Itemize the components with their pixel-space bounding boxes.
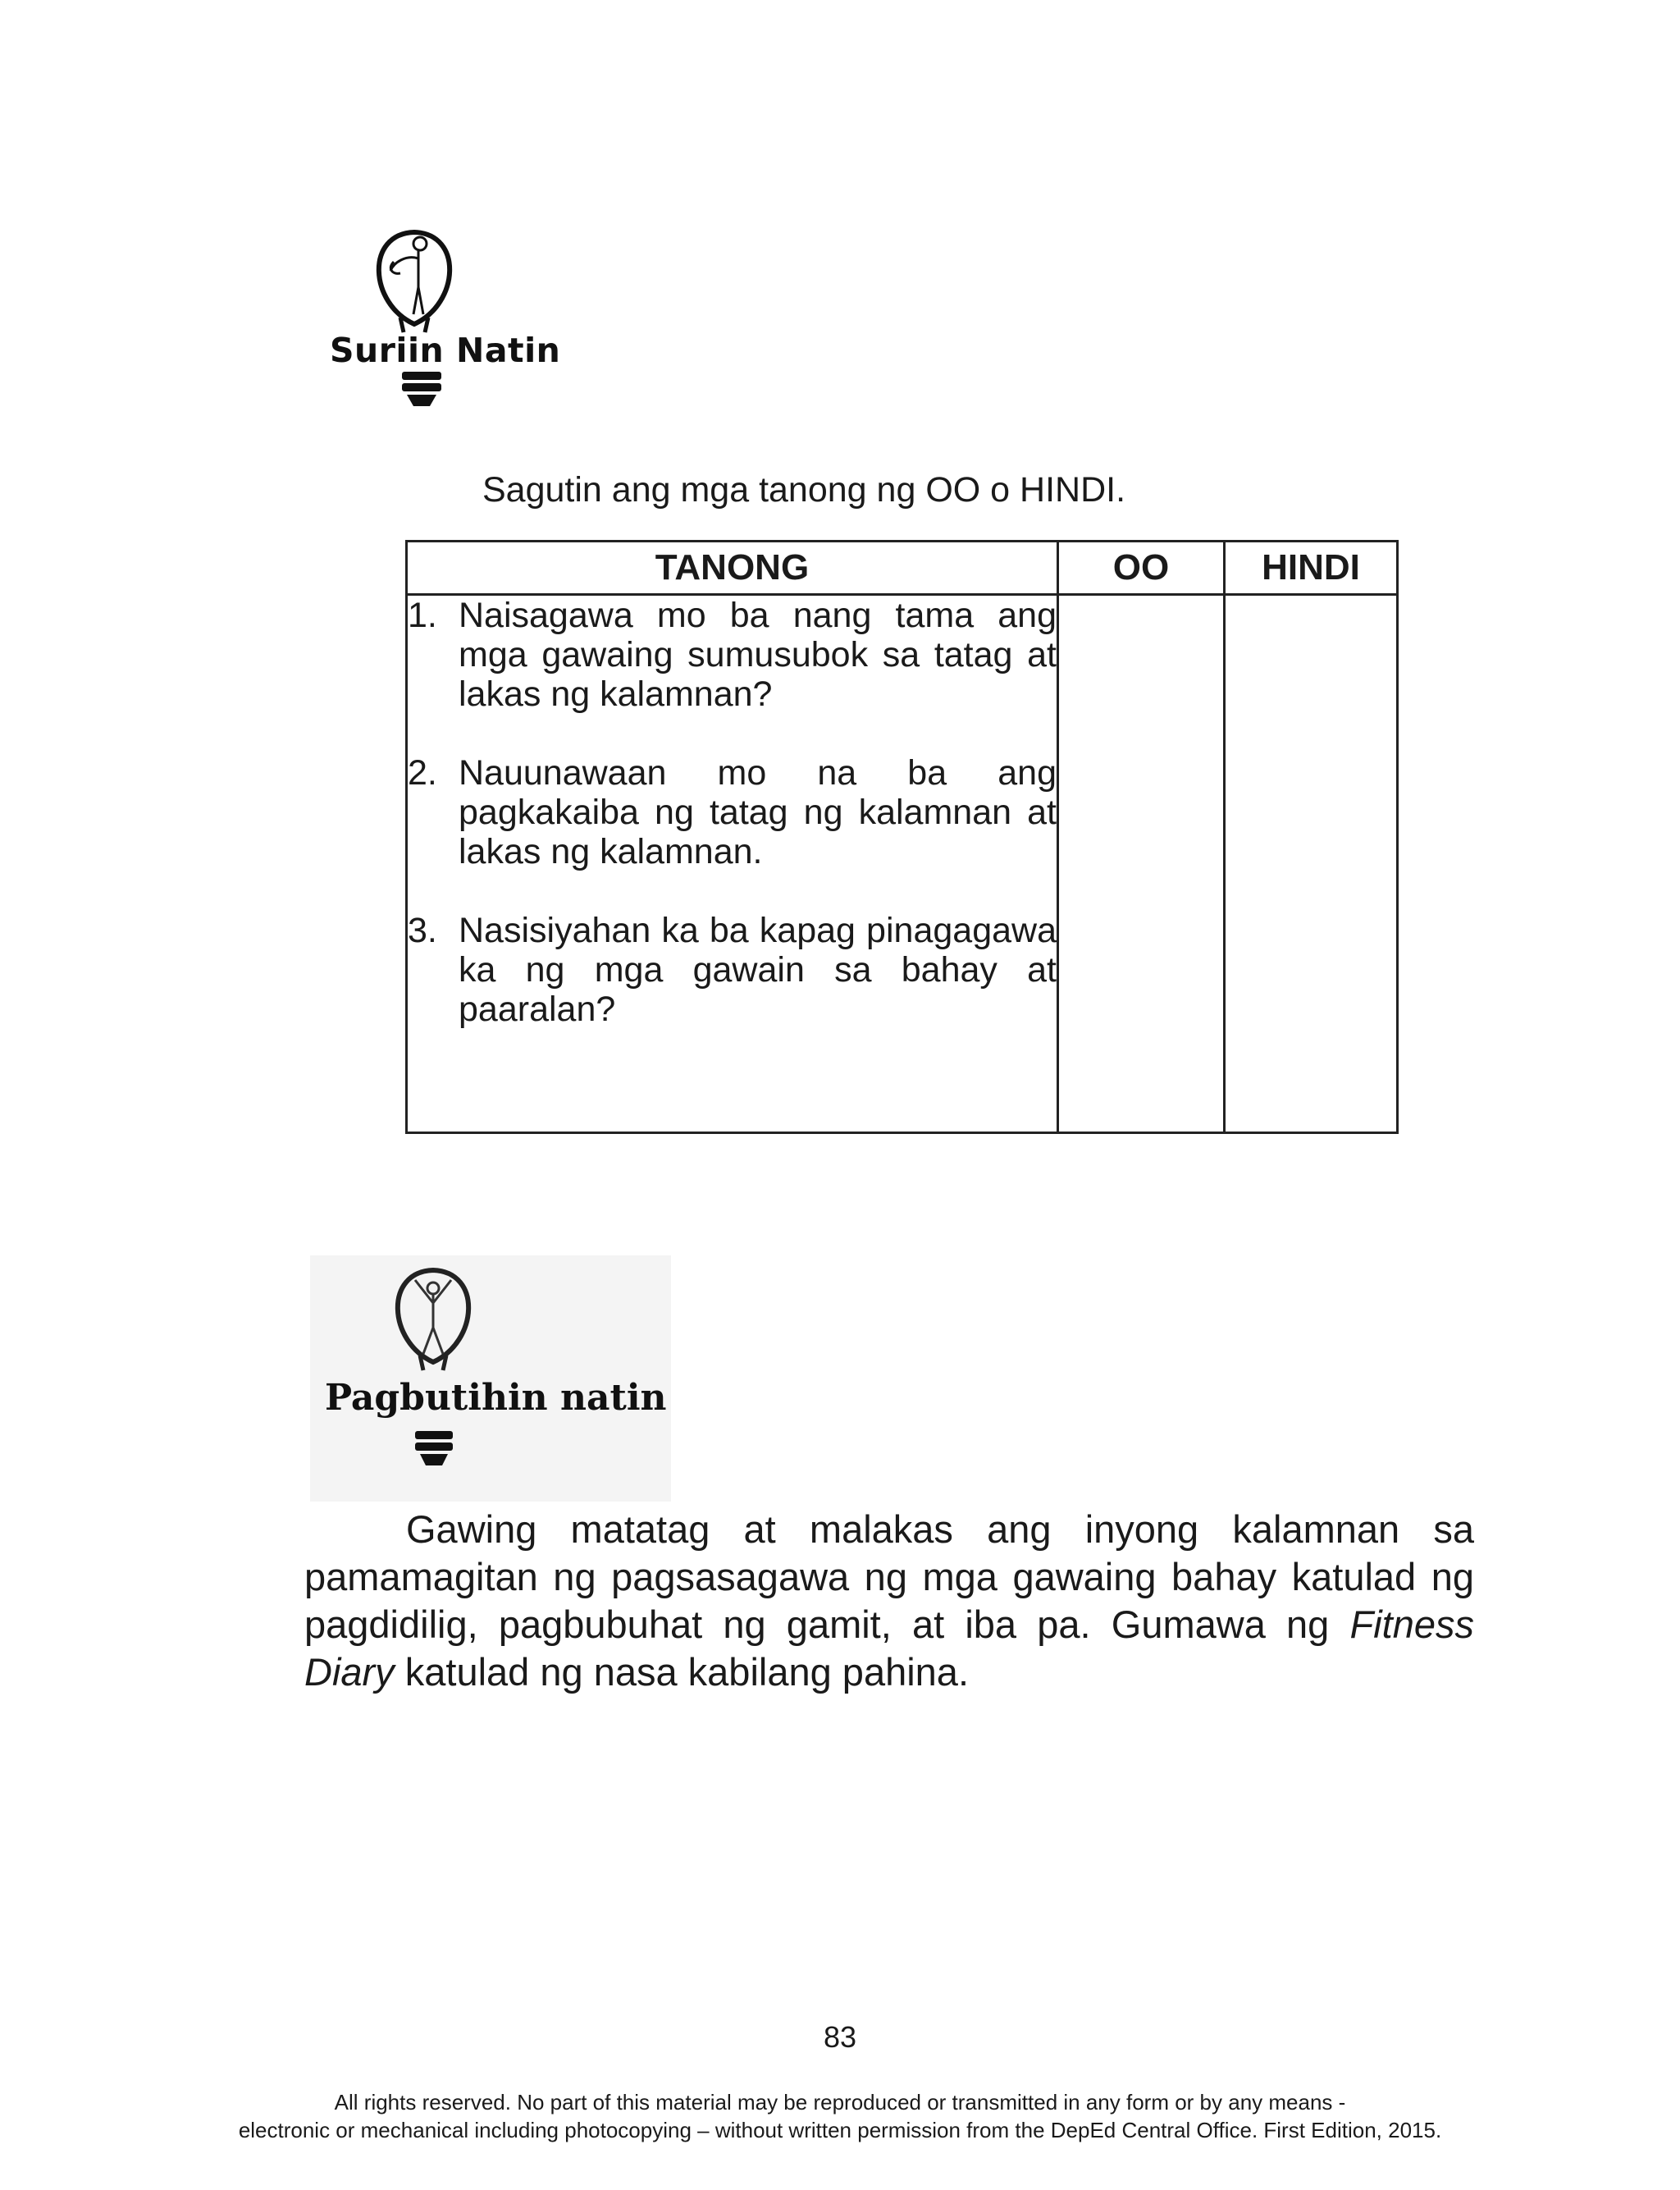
question-number: 3. — [408, 911, 437, 950]
pagbutihin-natin-label: Pagbutihin natin — [325, 1377, 667, 1419]
activity-paragraph — [304, 1506, 1474, 1696]
hindi-answer-cell[interactable] — [1225, 595, 1398, 1133]
header-hindi: HINDI — [1225, 542, 1398, 595]
page-number: 83 — [823, 2020, 857, 2054]
header-tanong: TANONG — [407, 542, 1058, 595]
question-text: Naisagawa mo ba nang tama ang mga gawaing sumusubok sa tatag at lakas ng kalamnan? — [459, 596, 1057, 714]
oo-answer-cell[interactable] — [1058, 595, 1225, 1133]
copyright-footer — [0, 2088, 1680, 2144]
question-text: Nauunawaan mo na ba ang pagkakaiba ng tatag ng kalamnan at lakas ng kalamnan. — [459, 753, 1057, 871]
suriin-natin-label: Suriin Natin — [330, 331, 561, 370]
paragraph-text: Gawing matatag at malakas ang inyong kalamnan sa pamamagitan ng pagsasagawa ng mga gawaing bahay katulad ng pagdidilig, pagbubuhat ng gamit, at iba pa. Gumawa ng — [304, 1507, 1474, 1646]
question-number: 1. — [408, 596, 437, 635]
paragraph-italic-text: Fitness Diary — [304, 1602, 1474, 1694]
question-item — [408, 596, 1057, 714]
question-item — [408, 753, 1057, 871]
question-list — [408, 596, 1057, 1029]
question-table — [405, 540, 1399, 1134]
pagbutihin-natin-logo — [310, 1255, 671, 1502]
instruction-text: Sagutin ang mga tanong ng OO o HINDI. — [482, 470, 1126, 510]
question-number: 2. — [408, 753, 437, 793]
question-item — [408, 911, 1057, 1029]
question-text: Nasisiyahan ka ba kapag pinagagawa ka ng mga gawain sa bahay at paaralan? — [459, 911, 1057, 1029]
footer-line: All rights reserved. No part of this material may be reproduced or transmitted in any form or by any means - — [334, 2090, 1346, 2115]
lightbulb-figure-icon — [328, 226, 574, 414]
header-oo: OO — [1058, 542, 1225, 595]
suriin-natin-logo — [328, 226, 574, 414]
questions-cell — [407, 595, 1058, 1133]
paragraph-text-end: katulad ng nasa kabilang pahina. — [394, 1650, 970, 1694]
footer-line: electronic or mechanical including photocopying – without written permission from the DepEd Central Office. First Edition, 2015. — [238, 2118, 1442, 2142]
